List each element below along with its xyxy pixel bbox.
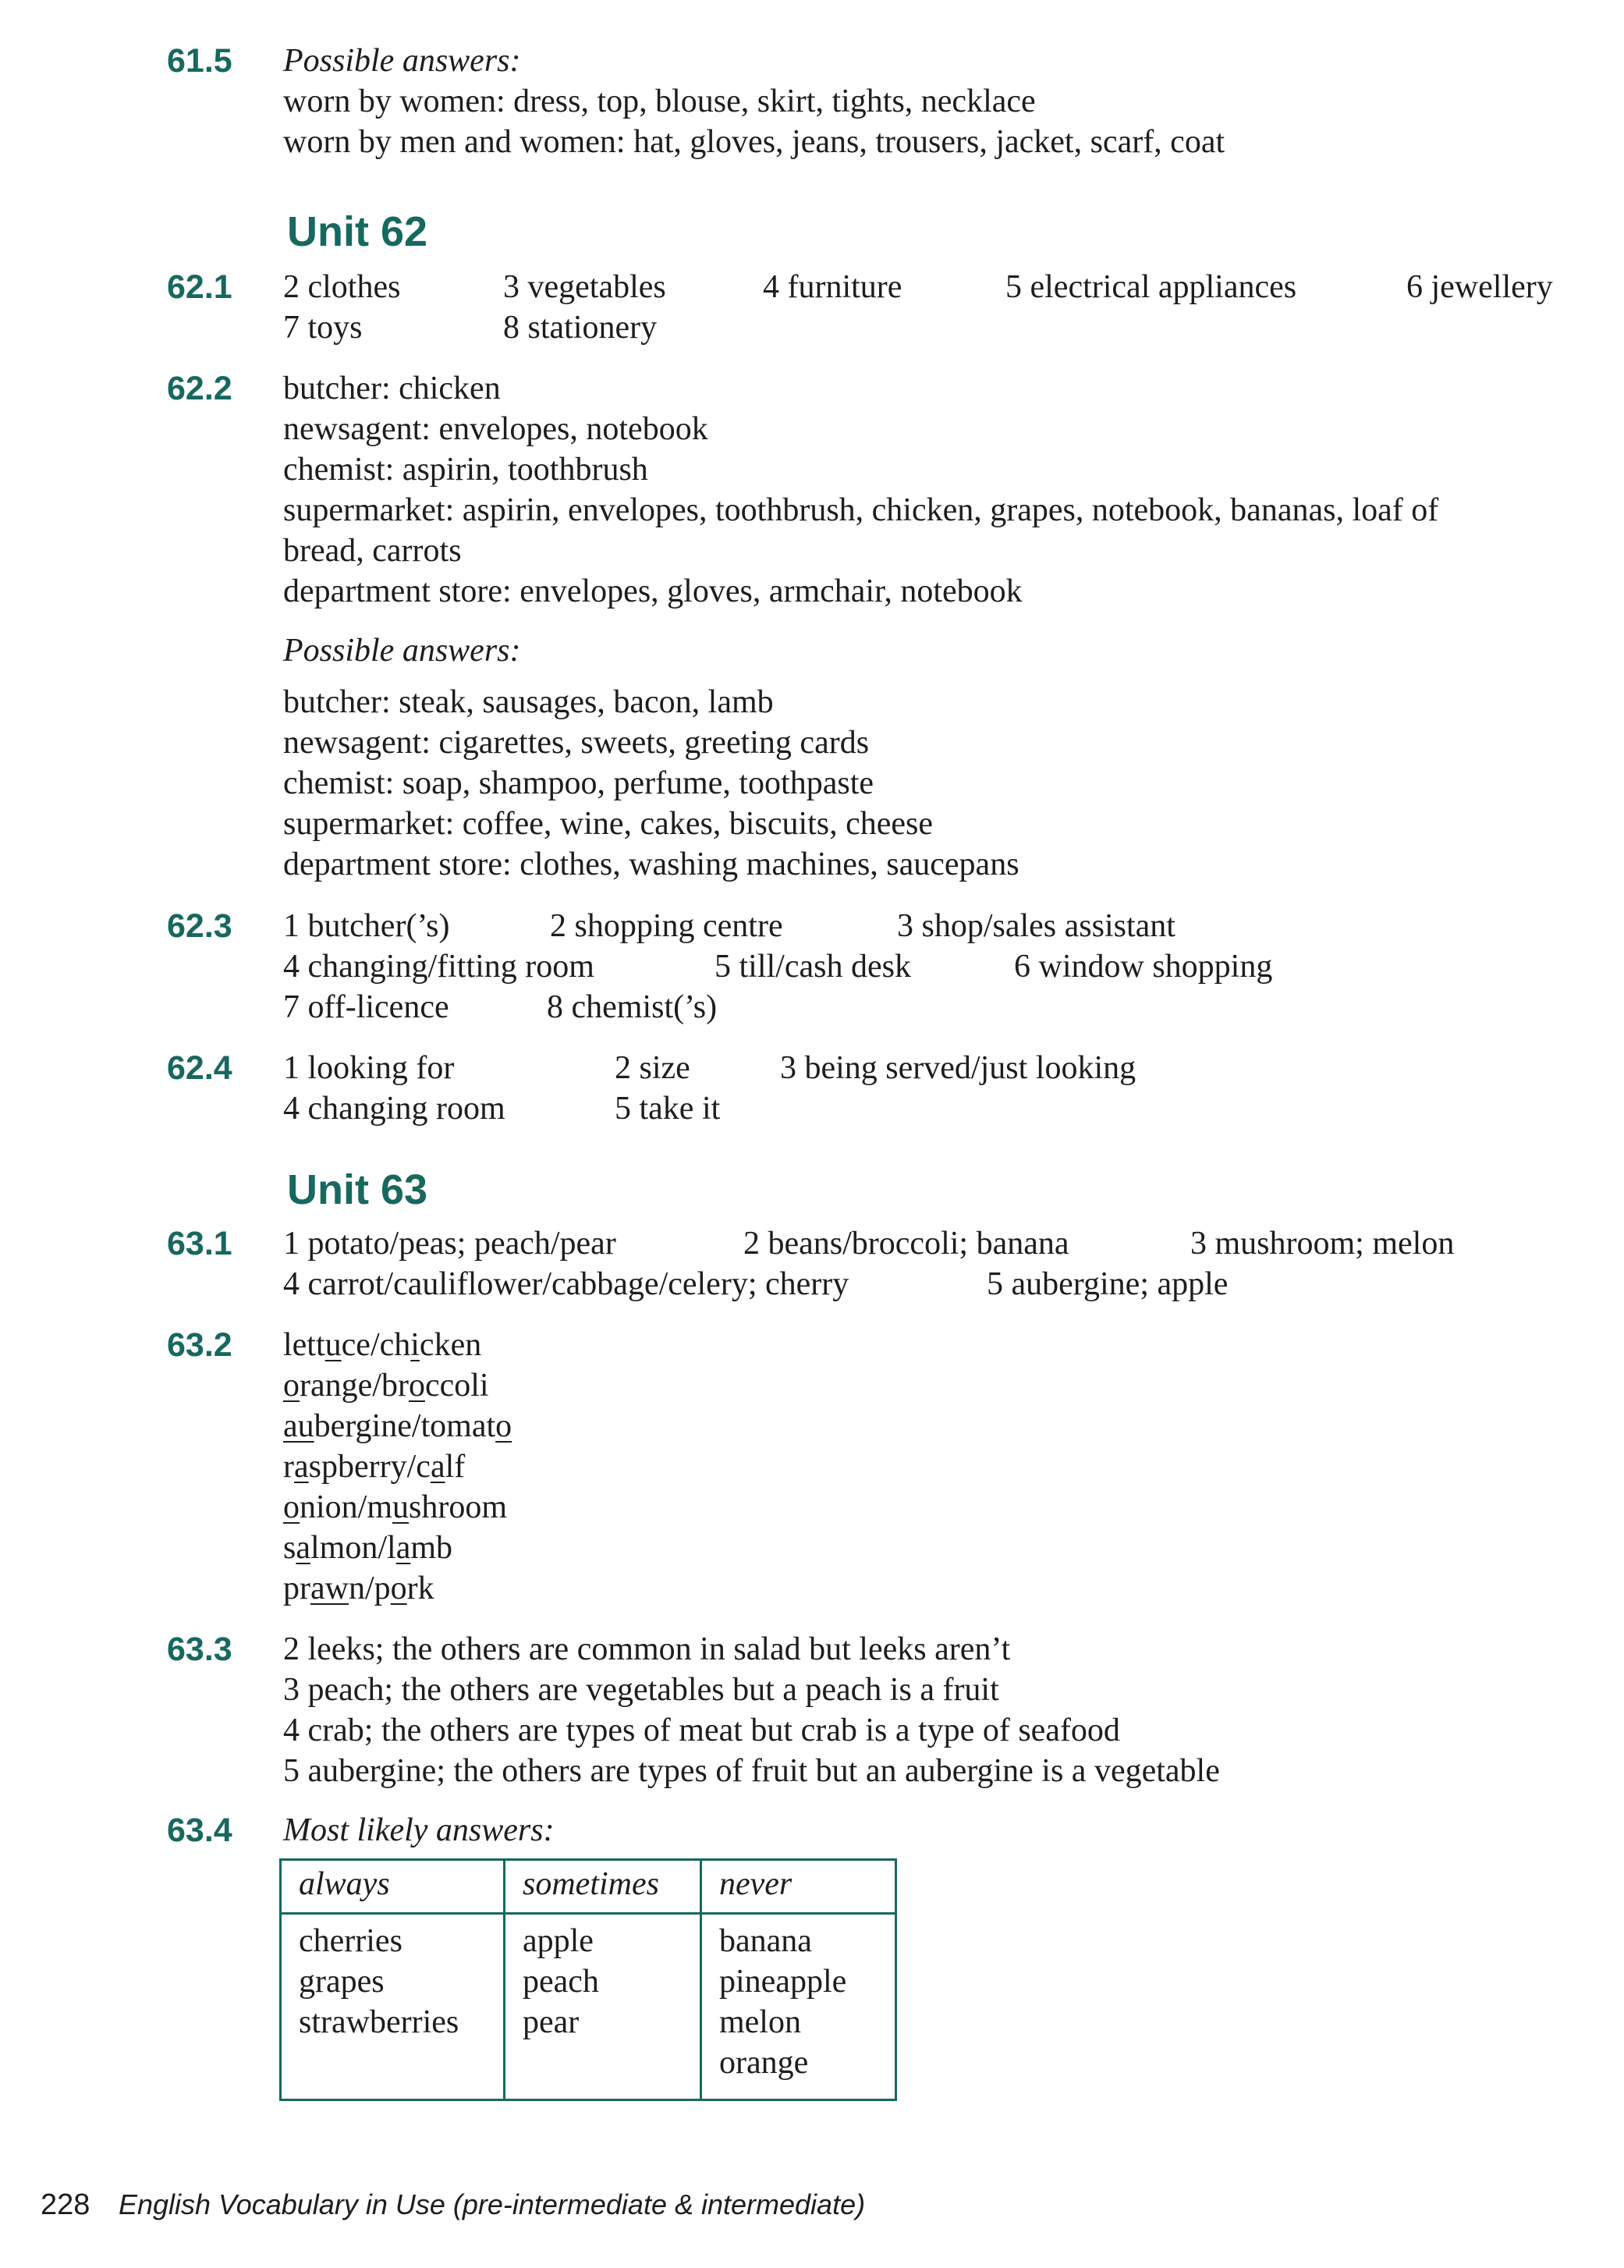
answer-line: department store: clothes, washing machines, saucepans xyxy=(283,847,1019,882)
stress-pair: raspberry/calf xyxy=(283,1449,466,1485)
unit-heading: Unit 62 xyxy=(287,208,428,255)
stress-pair: prawn/pork xyxy=(283,1571,434,1606)
table-cell xyxy=(505,1914,701,2100)
answer-item: 4 furniture xyxy=(763,269,902,305)
answer-item: 3 being served/just looking xyxy=(780,1050,1136,1086)
answer-line: bread, carrots xyxy=(283,533,462,569)
answer-line: chemist: soap, shampoo, perfume, toothpaste xyxy=(283,765,874,801)
table-cell xyxy=(701,1914,896,2100)
exercise-number: 63.3 xyxy=(167,1631,232,1668)
answer-item: 5 till/cash desk xyxy=(714,949,911,985)
answer-line: 5 aubergine; the others are types of fruit but an aubergine is a vegetable xyxy=(283,1753,1220,1789)
answer-item: 1 potato/peas; peach/pear xyxy=(283,1226,616,1262)
exercise-number: 62.1 xyxy=(167,268,232,306)
stress-pair: aubergine/tomato xyxy=(283,1408,512,1444)
exercise-number: 63.2 xyxy=(167,1326,232,1364)
answer-item: 1 butcher(’s) xyxy=(283,908,450,944)
answer-line: 4 crab; the others are types of meat but crab is a type of seafood xyxy=(283,1713,1120,1748)
answer-item: 4 carrot/cauliflower/cabbage/celery; cherry xyxy=(283,1266,849,1302)
exercise-number: 62.3 xyxy=(167,907,232,945)
exercise-number: 62.4 xyxy=(167,1049,232,1087)
exercise-number: 63.1 xyxy=(167,1225,232,1262)
list-item: banana xyxy=(719,1923,812,1959)
table-header: never xyxy=(701,1860,896,1914)
answer-line: butcher: chicken xyxy=(283,371,501,406)
exercise-number: 61.5 xyxy=(167,42,232,80)
answer-item: 4 changing room xyxy=(283,1091,505,1127)
answer-line: worn by women: dress, top, blouse, skirt, tights, necklace xyxy=(283,83,1036,119)
list-item: pineapple xyxy=(719,1964,847,2000)
answer-item: 2 shopping centre xyxy=(550,908,783,944)
list-item: pear xyxy=(523,2004,580,2040)
answer-item: 6 window shopping xyxy=(1014,949,1273,985)
list-item: strawberries xyxy=(299,2004,459,2040)
exercise-number: 62.2 xyxy=(167,370,232,407)
stress-pair: onion/mushroom xyxy=(283,1489,508,1525)
answer-item: 3 vegetables xyxy=(503,269,666,305)
answer-item: 2 beans/broccoli; banana xyxy=(743,1226,1069,1262)
frequency-table xyxy=(279,1858,897,2101)
exercise-number: 63.4 xyxy=(167,1812,232,1849)
answer-item: 3 mushroom; melon xyxy=(1190,1226,1455,1262)
list-item: cherries xyxy=(299,1923,402,1959)
answer-line: worn by men and women: hat, gloves, jeans, trousers, jacket, scarf, coat xyxy=(283,124,1225,160)
stress-pair: orange/broccoli xyxy=(283,1368,489,1404)
answer-line: supermarket: coffee, wine, cakes, biscuits, cheese xyxy=(283,806,934,842)
stress-pair: lettuce/chicken xyxy=(283,1327,482,1363)
list-item: orange xyxy=(719,2045,809,2081)
answer-item: 7 off-licence xyxy=(283,989,449,1025)
unit-heading: Unit 63 xyxy=(287,1166,428,1213)
answer-item: 6 jewellery xyxy=(1406,269,1553,305)
list-item: grapes xyxy=(299,1964,385,2000)
exercise-intro: Possible answers: xyxy=(283,43,521,79)
answer-line: chemist: aspirin, toothbrush xyxy=(283,452,648,488)
answer-line: department store: envelopes, gloves, armchair, notebook xyxy=(283,573,1023,609)
answer-item: 2 size xyxy=(615,1050,690,1086)
answer-item: 8 chemist(’s) xyxy=(547,989,718,1025)
table-cell xyxy=(281,1914,505,2100)
answer-item: 3 shop/sales assistant xyxy=(897,908,1175,944)
answer-line: 3 peach; the others are vegetables but a peach is a fruit xyxy=(283,1672,999,1708)
page-number: 228 xyxy=(41,2188,90,2221)
answer-item: 5 aubergine; apple xyxy=(987,1266,1229,1302)
answer-item: 1 looking for xyxy=(283,1050,455,1086)
answer-item: 5 electrical appliances xyxy=(1005,269,1297,305)
answer-item: 5 take it xyxy=(615,1091,721,1127)
answer-item: 8 stationery xyxy=(503,310,658,346)
answer-line: butcher: steak, sausages, bacon, lamb xyxy=(283,684,774,720)
stress-pair: salmon/lamb xyxy=(283,1530,453,1566)
answer-item: 4 changing/fitting room xyxy=(283,949,594,985)
answer-item: 7 toys xyxy=(283,310,363,346)
answer-line: 2 leeks; the others are common in salad but leeks aren’t xyxy=(283,1631,1011,1667)
exercise-intro: Most likely answers: xyxy=(283,1812,555,1848)
answer-item: 2 clothes xyxy=(283,269,401,305)
list-item: melon xyxy=(719,2004,801,2040)
list-item: peach xyxy=(523,1964,599,2000)
book-title: English Vocabulary in Use (pre-intermediate & intermediate) xyxy=(118,2188,866,2220)
list-item: apple xyxy=(523,1923,594,1959)
answer-line: newsagent: envelopes, notebook xyxy=(283,411,708,447)
exercise-intro: Possible answers: xyxy=(283,633,521,669)
answer-line: supermarket: aspirin, envelopes, toothbrush, chicken, grapes, notebook, bananas, loaf of xyxy=(283,492,1439,528)
table-header: always xyxy=(281,1860,505,1914)
page-footer xyxy=(41,2187,865,2223)
table-header: sometimes xyxy=(505,1860,701,1914)
answer-line: newsagent: cigarettes, sweets, greeting cards xyxy=(283,725,870,761)
